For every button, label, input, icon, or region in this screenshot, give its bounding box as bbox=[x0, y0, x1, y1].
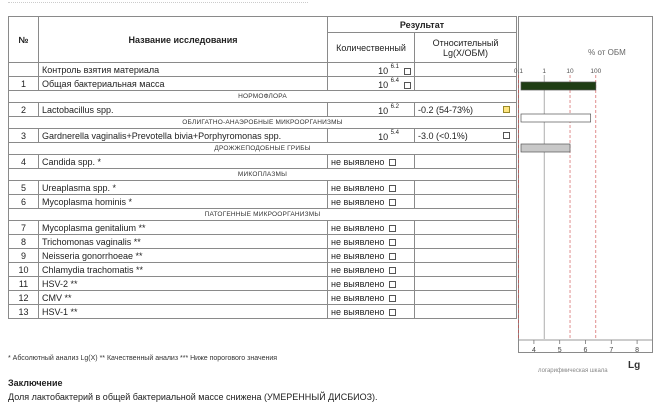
section-normoflora: НОРМОФЛОРА bbox=[9, 91, 517, 103]
chart-svg bbox=[513, 17, 652, 354]
checkbox[interactable] bbox=[389, 225, 396, 232]
row-number: 12 bbox=[9, 291, 39, 305]
section-anaerobes: ОБЛИГАТНО-АНАЭРОБНЫЕ МИКРООРГАНИЗМЫ bbox=[9, 117, 517, 129]
qty-text: не выявлено bbox=[331, 182, 385, 193]
table-row bbox=[9, 277, 517, 291]
pct-tick-label: 1 bbox=[542, 68, 547, 75]
row-relative bbox=[415, 263, 517, 277]
checkbox[interactable] bbox=[389, 295, 396, 302]
relative-value: -0.2 (54-73%) bbox=[418, 104, 474, 115]
row-relative bbox=[415, 103, 517, 117]
row-number: 8 bbox=[9, 235, 39, 249]
qty-text: не выявлено bbox=[331, 222, 385, 233]
col-header-result: Результат bbox=[328, 17, 517, 33]
checkbox[interactable] bbox=[404, 82, 411, 89]
checkbox[interactable] bbox=[389, 185, 396, 192]
table-row bbox=[9, 195, 517, 209]
table-row bbox=[9, 263, 517, 277]
row-number: 7 bbox=[9, 221, 39, 235]
row-quantity bbox=[328, 155, 415, 169]
lg-tick-label: 8 bbox=[635, 347, 640, 354]
row-relative bbox=[415, 129, 517, 143]
qty-text: не выявлено bbox=[331, 306, 385, 317]
lg-tick-label: 4 bbox=[531, 347, 536, 354]
checkbox[interactable] bbox=[389, 253, 396, 260]
row-quantity bbox=[328, 249, 415, 263]
lg-tick-label: 7 bbox=[609, 347, 614, 354]
section-row bbox=[9, 91, 517, 103]
row-relative bbox=[415, 195, 517, 209]
qty-base: 10 bbox=[378, 131, 389, 142]
row-name: Ureaplasma spp. * bbox=[39, 181, 328, 195]
section-row bbox=[9, 169, 517, 181]
checkbox[interactable] bbox=[389, 309, 396, 316]
row-number: 1 bbox=[9, 77, 39, 91]
relative-value: -3.0 (<0.1%) bbox=[418, 130, 468, 141]
row-quantity bbox=[328, 263, 415, 277]
checkbox[interactable] bbox=[389, 159, 396, 166]
footnote: * Абсолютный анализ Lg(X) ** Качественный анализ *** Ниже порогового значения bbox=[8, 355, 278, 362]
row-name: CMV ** bbox=[39, 291, 328, 305]
row-relative bbox=[415, 249, 517, 263]
row-name: Mycoplasma genitalium ** bbox=[39, 221, 328, 235]
checkbox[interactable] bbox=[389, 199, 396, 206]
checkbox[interactable] bbox=[503, 132, 510, 139]
qty-exponent: 5.4 bbox=[390, 129, 399, 136]
row-name: Chlamydia trachomatis ** bbox=[39, 263, 328, 277]
chart-x-axis-label: Lg bbox=[628, 360, 641, 371]
row-quantity bbox=[328, 77, 415, 91]
row-number: 13 bbox=[9, 305, 39, 319]
row-relative bbox=[415, 235, 517, 249]
row-quantity bbox=[328, 291, 415, 305]
chart-bar bbox=[521, 144, 570, 152]
row-quantity bbox=[328, 305, 415, 319]
section-row bbox=[9, 143, 517, 155]
row-name: Gardnerella vaginalis+Prevotella bivia+Porphyromonas spp. bbox=[39, 129, 328, 143]
scan-artifact-line bbox=[8, 2, 308, 7]
table-row bbox=[9, 103, 517, 117]
row-relative bbox=[415, 277, 517, 291]
col-header-number: № bbox=[9, 17, 39, 63]
table-row bbox=[9, 249, 517, 263]
col-header-relative-line1: Относительный bbox=[432, 37, 499, 48]
row-number: 5 bbox=[9, 181, 39, 195]
qty-base: 10 bbox=[378, 65, 389, 76]
row-relative bbox=[415, 181, 517, 195]
chart-bar bbox=[521, 82, 596, 90]
row-number: 9 bbox=[9, 249, 39, 263]
qty-exponent: 6.2 bbox=[390, 103, 399, 110]
col-header-relative-line2: Lg(X/ОБМ) bbox=[443, 47, 488, 58]
table-row bbox=[9, 181, 517, 195]
row-number: 4 bbox=[9, 155, 39, 169]
qty-exponent: 6.1 bbox=[390, 63, 399, 70]
row-quantity bbox=[328, 277, 415, 291]
chart-panel bbox=[513, 16, 653, 354]
row-name: Контроль взятия материала bbox=[39, 63, 328, 77]
section-row bbox=[9, 209, 517, 221]
qty-text: не выявлено bbox=[331, 264, 385, 275]
table-row bbox=[9, 235, 517, 249]
lg-tick-label: 5 bbox=[557, 347, 562, 354]
row-relative bbox=[415, 221, 517, 235]
table-row bbox=[9, 155, 517, 169]
table-row bbox=[9, 63, 517, 77]
table-row bbox=[9, 221, 517, 235]
qty-text: не выявлено bbox=[331, 278, 385, 289]
section-row bbox=[9, 117, 517, 129]
qty-text: не выявлено bbox=[331, 250, 385, 261]
results-table bbox=[8, 16, 517, 319]
row-number: 10 bbox=[9, 263, 39, 277]
qty-text: не выявлено bbox=[331, 292, 385, 303]
pct-tick-label: 0.1 bbox=[513, 68, 523, 75]
chart-bar bbox=[521, 114, 591, 122]
lg-tick-label: 6 bbox=[583, 347, 588, 354]
row-name: Trichomonas vaginalis ** bbox=[39, 235, 328, 249]
row-relative bbox=[415, 77, 517, 91]
pct-tick-label: 100 bbox=[590, 68, 602, 75]
col-header-quantitative: Количественный bbox=[328, 33, 415, 63]
checkbox[interactable] bbox=[404, 68, 411, 75]
table-row bbox=[9, 291, 517, 305]
row-relative bbox=[415, 291, 517, 305]
qty-exponent: 6.4 bbox=[390, 77, 399, 84]
checkbox[interactable] bbox=[389, 281, 396, 288]
col-header-relative bbox=[415, 33, 517, 63]
row-number: 2 bbox=[9, 103, 39, 117]
checkbox[interactable] bbox=[389, 239, 396, 246]
row-name: HSV-1 ** bbox=[39, 305, 328, 319]
row-number: 6 bbox=[9, 195, 39, 209]
row-quantity bbox=[328, 181, 415, 195]
table-row bbox=[9, 129, 517, 143]
row-name: Candida spp. * bbox=[39, 155, 328, 169]
row-relative bbox=[415, 305, 517, 319]
section-pathogens: ПАТОГЕННЫЕ МИКРООРГАНИЗМЫ bbox=[9, 209, 517, 221]
table-row bbox=[9, 77, 517, 91]
row-quantity bbox=[328, 195, 415, 209]
qty-text: не выявлено bbox=[331, 236, 385, 247]
row-name: Mycoplasma hominis * bbox=[39, 195, 328, 209]
table-row bbox=[9, 305, 517, 319]
row-relative bbox=[415, 63, 517, 77]
row-name: HSV-2 ** bbox=[39, 277, 328, 291]
row-quantity bbox=[328, 103, 415, 117]
row-number: 3 bbox=[9, 129, 39, 143]
row-quantity bbox=[328, 63, 415, 77]
section-fungi: ДРОЖЖЕПОДОБНЫЕ ГРИБЫ bbox=[9, 143, 517, 155]
qty-text: не выявлено bbox=[331, 196, 385, 207]
row-quantity bbox=[328, 221, 415, 235]
row-quantity bbox=[328, 235, 415, 249]
row-number bbox=[9, 63, 39, 77]
checkbox-highlighted[interactable] bbox=[503, 106, 510, 113]
conclusion-text: Доля лактобактерий в общей бактериальной массе снижена (УМЕРЕННЫЙ ДИСБИОЗ). bbox=[8, 392, 378, 402]
qty-base: 10 bbox=[378, 79, 389, 90]
chart-title: % от ОБМ bbox=[588, 48, 626, 57]
col-header-name: Название исследования bbox=[39, 17, 328, 63]
qty-text: не выявлено bbox=[331, 156, 385, 167]
row-quantity bbox=[328, 129, 415, 143]
checkbox[interactable] bbox=[389, 267, 396, 274]
row-name: Lactobacillus spp. bbox=[39, 103, 328, 117]
row-name: Общая бактериальная масса bbox=[39, 77, 328, 91]
row-relative bbox=[415, 155, 517, 169]
qty-base: 10 bbox=[378, 105, 389, 116]
conclusion-title: Заключение bbox=[8, 378, 63, 388]
row-name: Neisseria gonorrhoeae ** bbox=[39, 249, 328, 263]
chart-scale-caption: логарифмическая шкала bbox=[538, 368, 608, 374]
section-mycoplasma: МИКОПЛАЗМЫ bbox=[9, 169, 517, 181]
pct-tick-label: 10 bbox=[566, 68, 574, 75]
row-number: 11 bbox=[9, 277, 39, 291]
